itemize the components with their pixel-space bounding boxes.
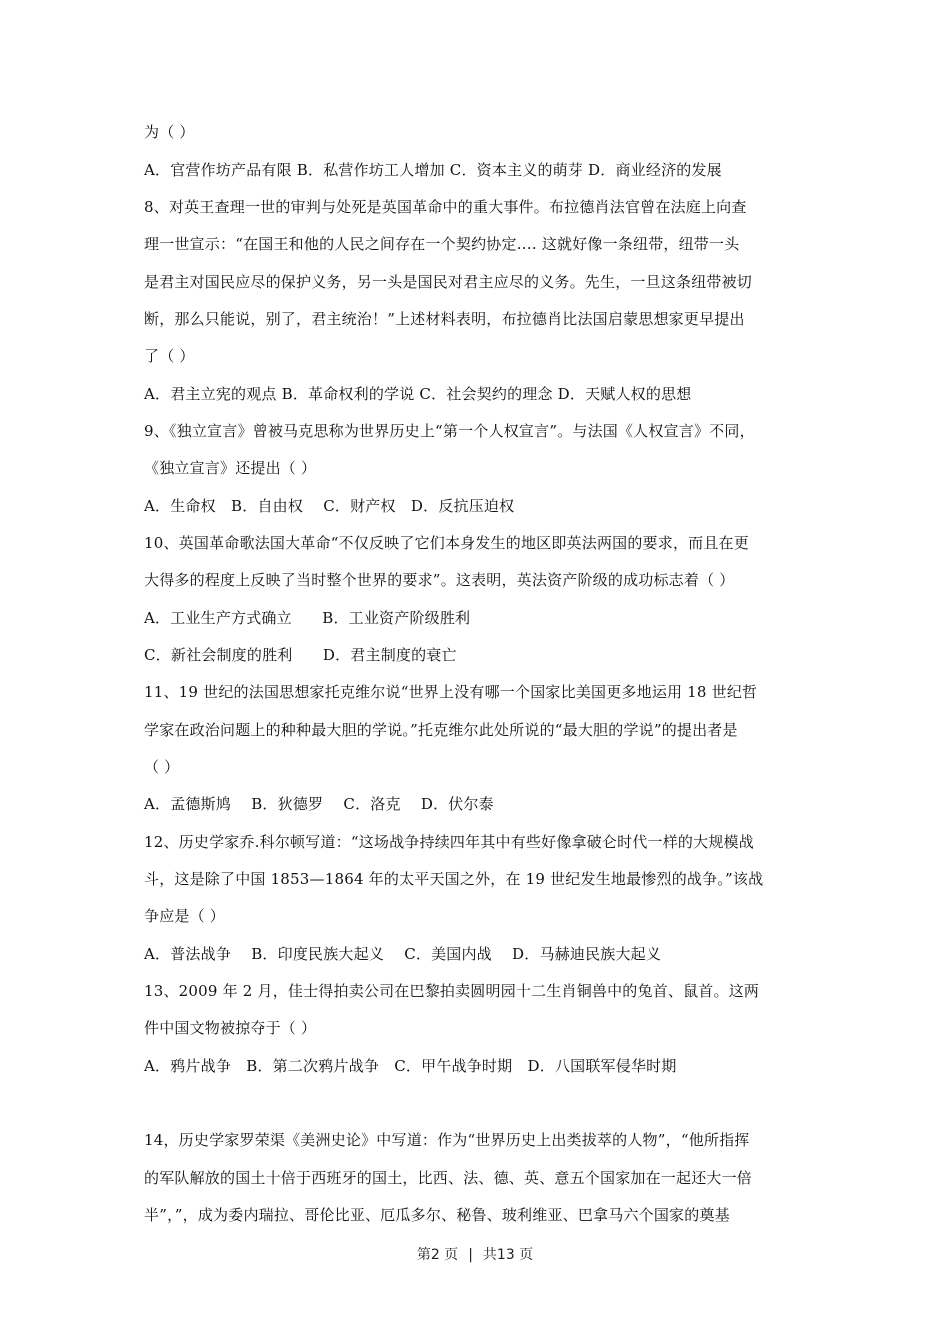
text-line: 断，那么只能说，别了，君主统治！”上述材料表明，布拉德肖比法国启蒙思想家更早提出 [144,310,745,328]
page-total: 共13 页 [482,1247,534,1263]
text-line: 争应是（ ） [144,907,225,925]
text-line: 13、2009 年 2 月，佳士得拍卖公司在巴黎拍卖圆明园十二生肖铜兽中的兔首、鼠首。这两 [144,982,760,1000]
text-line: 件中国文物被掠夺于（ ） [144,1019,317,1037]
text-line: 11、19 世纪的法国思想家托克维尔说“世界上没有哪一个国家比美国更多地运用 18 世纪哲 [144,683,758,701]
text-line: 理一世宣示：“在国王和他的人民之间存在一个契约协定…. 这就好像一条纽带，纽带一头 [144,235,740,253]
text-line: 是君主对国民应尽的保护义务，另一头是国民对君主应尽的义务。先生，一旦这条纽带被切 [144,273,753,291]
text-line: A．普法战争 B．印度民族大起义 C．美国内战 D．马赫迪民族大起义 [144,945,662,963]
text-line: 《独立宣言》还提出（ ） [144,459,317,477]
text-line: 8、对英王查理一世的审判与处死是英国革命中的重大事件。布拉德肖法官曾在法庭上向查 [144,198,747,216]
text-line: 14，历史学家罗荣渠《美洲史论》中写道：作为“世界历史上出类拔萃的人物”，“他所指挥 [144,1131,750,1149]
text-line: 12、历史学家乔.科尔顿写道：“这场战争持续四年其中有些好像拿破仑时代一样的大规模战 [144,833,754,851]
text-line: 了（ ） [144,347,195,365]
text-line: 大得多的程度上反映了当时整个世界的要求”。这表明，英法资产阶级的成功标志着（ ） [144,571,735,589]
footer-separator: | [468,1247,473,1263]
text-line: A．孟德斯鸠 B．狄德罗 C．洛克 D．伏尔泰 [144,795,494,813]
text-line: A．鸦片战争 B．第二次鸦片战争 C．甲午战争时期 D．八国联军侵华时期 [144,1057,677,1075]
text-line: 10、英国革命歌法国大革命“不仅反映了它们本身发生的地区即英法两国的要求，而且在更 [144,534,749,552]
page-number: 第2 页 [416,1247,459,1263]
text-line: 的军队解放的国土十倍于西班牙的国土，比西、法、德、英、意五个国家加在一起还大一倍 [144,1169,753,1187]
text-line: 为（ ） [144,123,195,141]
text-line: C．新社会制度的胜利 D．君主制度的衰亡 [144,646,457,664]
text-line: 9、《独立宣言》曾被马克思称为世界历史上“第一个人权宣言”。与法国《人权宣言》不同， [144,422,755,440]
text-line: A．官营作坊产品有限 B．私营作坊工人增加 C．资本主义的萌芽 D．商业经济的发展 [144,161,722,179]
text-line: A．生命权 B．自由权 C．财产权 D．反抗压迫权 [144,497,515,515]
text-line: 斗，这是除了中国 1853—1864 年的太平天国之外，在 19 世纪发生地最惨烈的战争。”该战 [144,870,764,888]
text-line: A．工业生产方式确立 B．工业资产阶级胜利 [144,609,471,627]
text-line: 学家在政治问题上的种种最大胆的学说。”托克维尔此处所说的“最大胆的学说”的提出者是 [144,721,738,739]
text-line: （ ） [144,758,180,776]
page-footer [0,1245,950,1265]
text-line: A．君主立宪的观点 B．革命权利的学说 C．社会契约的理念 D．天赋人权的思想 [144,385,692,403]
text-line: 半”，”，成为委内瑞拉、哥伦比亚、厄瓜多尔、秘鲁、玻利维亚、巴拿马六个国家的奠基 [144,1206,730,1224]
